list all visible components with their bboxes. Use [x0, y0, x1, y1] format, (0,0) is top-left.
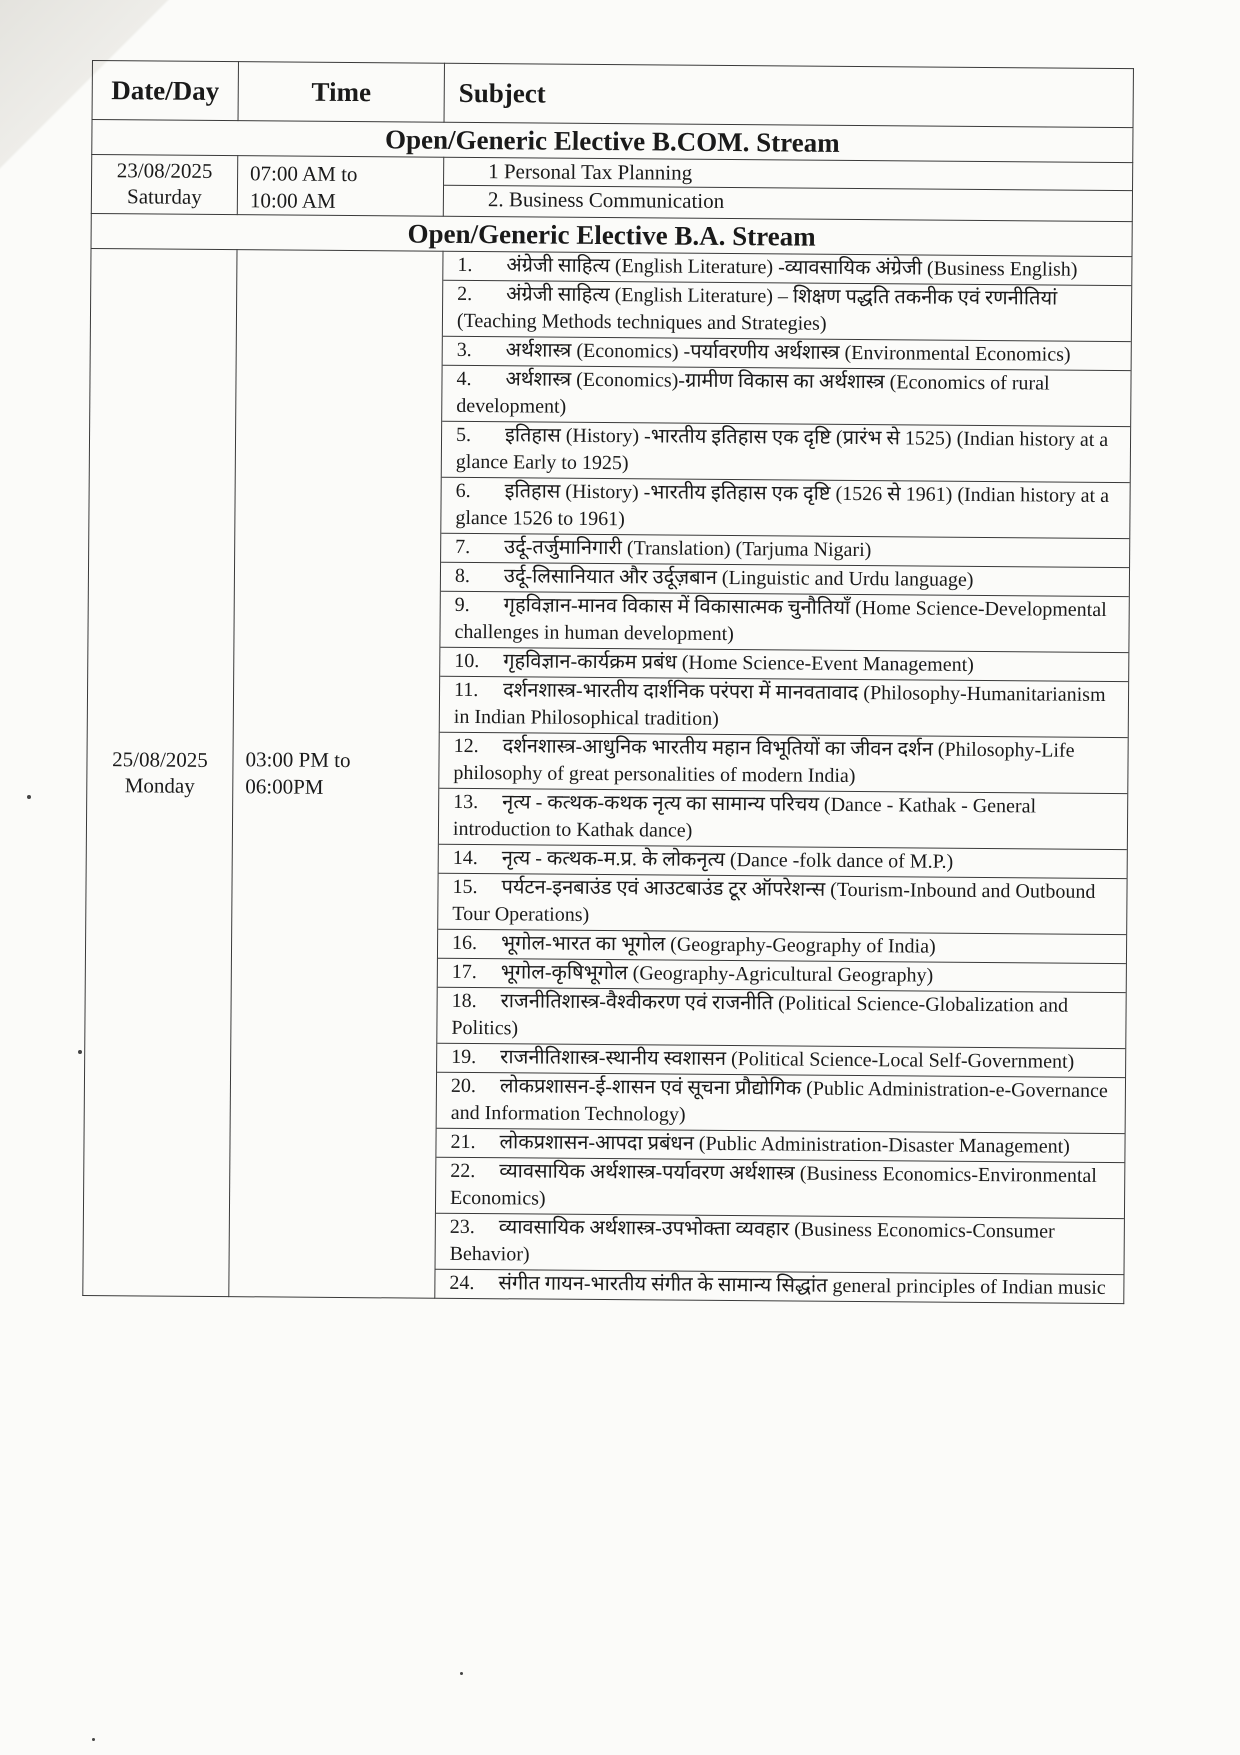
ba-schedule-row — [83, 248, 1132, 1303]
ba-subject-number: 3. — [456, 338, 472, 361]
ba-time-end: 06:00PM — [245, 774, 324, 799]
ba-subject-item — [440, 677, 1128, 738]
scan-speck — [92, 1738, 95, 1741]
ba-subject-item — [441, 478, 1129, 539]
ba-date: 25/08/2025 — [112, 747, 208, 772]
ba-subject-number: 18. — [451, 989, 477, 1013]
ba-subject-text: भूगोल-भारत का भूगोल (Geography-Geography of India) — [500, 932, 936, 958]
ba-subject-number: 14. — [452, 846, 478, 870]
ba-subject-text: राजनीतिशास्त्र-स्थानीय स्वशासन (Political Science-Local Self-Government) — [500, 1046, 1075, 1073]
ba-subject-number: 16. — [451, 931, 478, 955]
ba-subject-text: व्यावसायिक अर्थशास्त्र-उपभोक्ता व्यवहार (Business Economics-Consumer Behavior) — [449, 1216, 1055, 1266]
bcom-schedule-row — [91, 155, 1132, 222]
ba-subject-number: 13. — [453, 790, 479, 814]
ba-subject-number: 15. — [452, 875, 478, 899]
ba-subject-item — [436, 1158, 1124, 1219]
ba-subject-number: 10. — [454, 649, 480, 673]
ba-subject-item — [439, 789, 1127, 850]
scan-speck — [78, 1050, 82, 1054]
ba-subject-number: 2. — [457, 282, 473, 305]
ba-subject-item — [436, 1214, 1124, 1275]
ba-subject-item — [440, 592, 1128, 653]
ba-subject-item — [435, 1270, 1123, 1303]
ba-subject-list — [435, 252, 1131, 1303]
ba-subject-number: 1. — [457, 253, 473, 276]
header-subject: Subject — [444, 63, 1133, 127]
ba-subject-number: 5. — [455, 423, 472, 446]
ba-subject-number: 22. — [450, 1159, 476, 1183]
header-time: Time — [238, 62, 444, 123]
ba-subject-text: नृत्य - कत्थक-म.प्र. के लोकनृत्य (Dance -folk dance of M.P.) — [501, 847, 954, 873]
bcom-section-title: Open/Generic Elective B.COM. Stream — [92, 120, 1133, 163]
bcom-subject-text: Personal Tax Planning — [503, 159, 693, 185]
ba-subject-number: 21. — [450, 1130, 476, 1154]
ba-subject-item — [439, 733, 1127, 794]
ba-subject-number: 19. — [451, 1045, 477, 1069]
bcom-subject-number: 2. — [487, 187, 504, 212]
ba-subject-text: अर्थशास्त्र (Economics) -पर्यावरणीय अर्थशास्त्र (Environmental Economics) — [505, 339, 1071, 366]
ba-subject-text: लोकप्रशासन-ई-शासन एवं सूचना प्रौद्योगिक (Public Administration-e-Governance and Information Technology) — [450, 1075, 1108, 1126]
bcom-subject-list — [444, 158, 1132, 218]
ba-subject-text: गृहविज्ञान-मानव विकास में विकासात्मक चुनौतियाँ (Home Science-Developmental challenges in human development) — [454, 594, 1107, 646]
ba-subject-number: 7. — [455, 535, 471, 558]
ba-subject-item — [437, 1073, 1125, 1134]
ba-subjects-cell — [435, 251, 1132, 1303]
ba-subject-text: इतिहास (History) -भारतीय इतिहास एक दृष्टि (प्रारंभ से 1525) (Indian history at a glance Early to 1925) — [455, 424, 1109, 475]
ba-subject-text: व्यावसायिक अर्थशास्त्र-पर्यावरण अर्थशास्त्र (Business Economics-Environmental Economics) — [449, 1160, 1097, 1210]
bcom-day: Saturday — [127, 184, 202, 209]
bcom-time-end: 10:00 AM — [249, 188, 336, 213]
bcom-subject-item — [444, 186, 1132, 218]
ba-subject-text: लोकप्रशासन-आपदा प्रबंधन (Public Administration-Disaster Management) — [499, 1131, 1070, 1158]
scan-speck — [460, 1672, 463, 1675]
ba-subject-text: दर्शनशास्त्र-भारतीय दार्शनिक परंपरा में मानवतावाद (Philosophy-Humanitarianism in Indian Philosophical tradition) — [453, 679, 1106, 730]
ba-subject-item — [438, 874, 1126, 935]
ba-subject-item — [442, 422, 1130, 483]
ba-subject-text: नृत्य - कत्थक-कथक नृत्य का सामान्य परिचय (Dance - Kathak - General introduction to Kathak dance) — [452, 791, 1037, 842]
ba-subject-number: 8. — [454, 564, 471, 587]
ba-date-cell — [83, 248, 237, 1296]
ba-time-cell — [229, 250, 443, 1299]
exam-schedule-table — [82, 60, 1134, 1304]
exam-schedule-sheet — [80, 60, 1134, 1610]
scan-speck — [27, 795, 31, 799]
ba-subject-text: पर्यटन-इनबाउंड एवं आउटबाउंड टूर ऑपरेशन्स (Tourism-Inbound and Outbound Tour Operations) — [452, 876, 1096, 926]
ba-subject-number: 9. — [454, 593, 470, 616]
bcom-date: 23/08/2025 — [116, 158, 213, 183]
header-date-day: Date/Day — [92, 61, 238, 121]
ba-subject-text: उर्दू-लिसानियात और उर्दूज़बान (Linguistic and Urdu language) — [503, 565, 974, 591]
header-row — [92, 61, 1133, 128]
ba-subject-text: संगीत गायन-भारतीय संगीत के सामान्य सिद्धांत general principles of Indian music — [498, 1272, 1106, 1299]
ba-subject-item — [442, 366, 1130, 427]
bcom-time-start: 07:00 AM to — [250, 161, 358, 187]
ba-subject-item — [437, 988, 1125, 1049]
ba-subject-text: गृहविज्ञान-कार्यक्रम प्रबंध (Home Science-Event Management) — [503, 650, 974, 676]
ba-subject-text: इतिहास (History) -भारतीय इतिहास एक दृष्टि (1526 से 1961) (Indian history at a glance 1526 to 1961) — [455, 480, 1110, 531]
ba-subject-number: 6. — [455, 479, 471, 502]
ba-subject-number: 17. — [451, 960, 477, 984]
ba-subject-number: 12. — [453, 734, 479, 758]
ba-subject-number: 24. — [449, 1271, 475, 1295]
ba-subject-text: अंग्रेजी साहित्य (English Literature) – शिक्षण पद्धति तकनीक एवं रणनीतियां (Teaching Methods techniques and Strategies) — [456, 283, 1058, 335]
ba-section-title: Open/Generic Elective B.A. Stream — [91, 213, 1132, 256]
ba-subject-text: उर्दू-तर्जुमानिगारी (Translation) (Tarjuma Nigari) — [504, 536, 872, 562]
bcom-subjects-cell — [443, 157, 1132, 221]
ba-subject-item — [443, 281, 1131, 342]
ba-time-start: 03:00 PM to — [245, 747, 351, 773]
ba-subject-number: 23. — [449, 1215, 475, 1239]
ba-subject-number: 4. — [456, 367, 472, 390]
ba-subject-text: राजनीतिशास्त्र-वैश्वीकरण एवं राजनीति (Political Science-Globalization and Politics) — [451, 990, 1069, 1040]
ba-subject-text: दर्शनशास्त्र-आधुनिक भारतीय महान विभूतियों का जीवन दर्शन (Philosophy-Life philosophy of great personalities of modern India) — [453, 735, 1075, 788]
ba-subject-text: भूगोल-कृषिभूगोल (Geography-Agricultural Geography) — [500, 961, 934, 987]
ba-subject-text: अंग्रेजी साहित्य (English Literature) -व्यावसायिक अंग्रेजी (Business English) — [506, 254, 1078, 281]
bcom-subject-number: 1 — [488, 159, 499, 184]
ba-subject-number: 11. — [453, 678, 479, 702]
ba-subject-text: अर्थशास्त्र (Economics)-ग्रामीण विकास का अर्थशास्त्र (Economics of rural development) — [456, 368, 1050, 418]
bcom-subject-text: Business Communication — [508, 187, 725, 213]
bcom-date-cell — [91, 155, 237, 215]
ba-subject-number: 20. — [450, 1074, 477, 1098]
ba-day: Monday — [124, 773, 195, 798]
bcom-time-cell — [237, 156, 443, 217]
